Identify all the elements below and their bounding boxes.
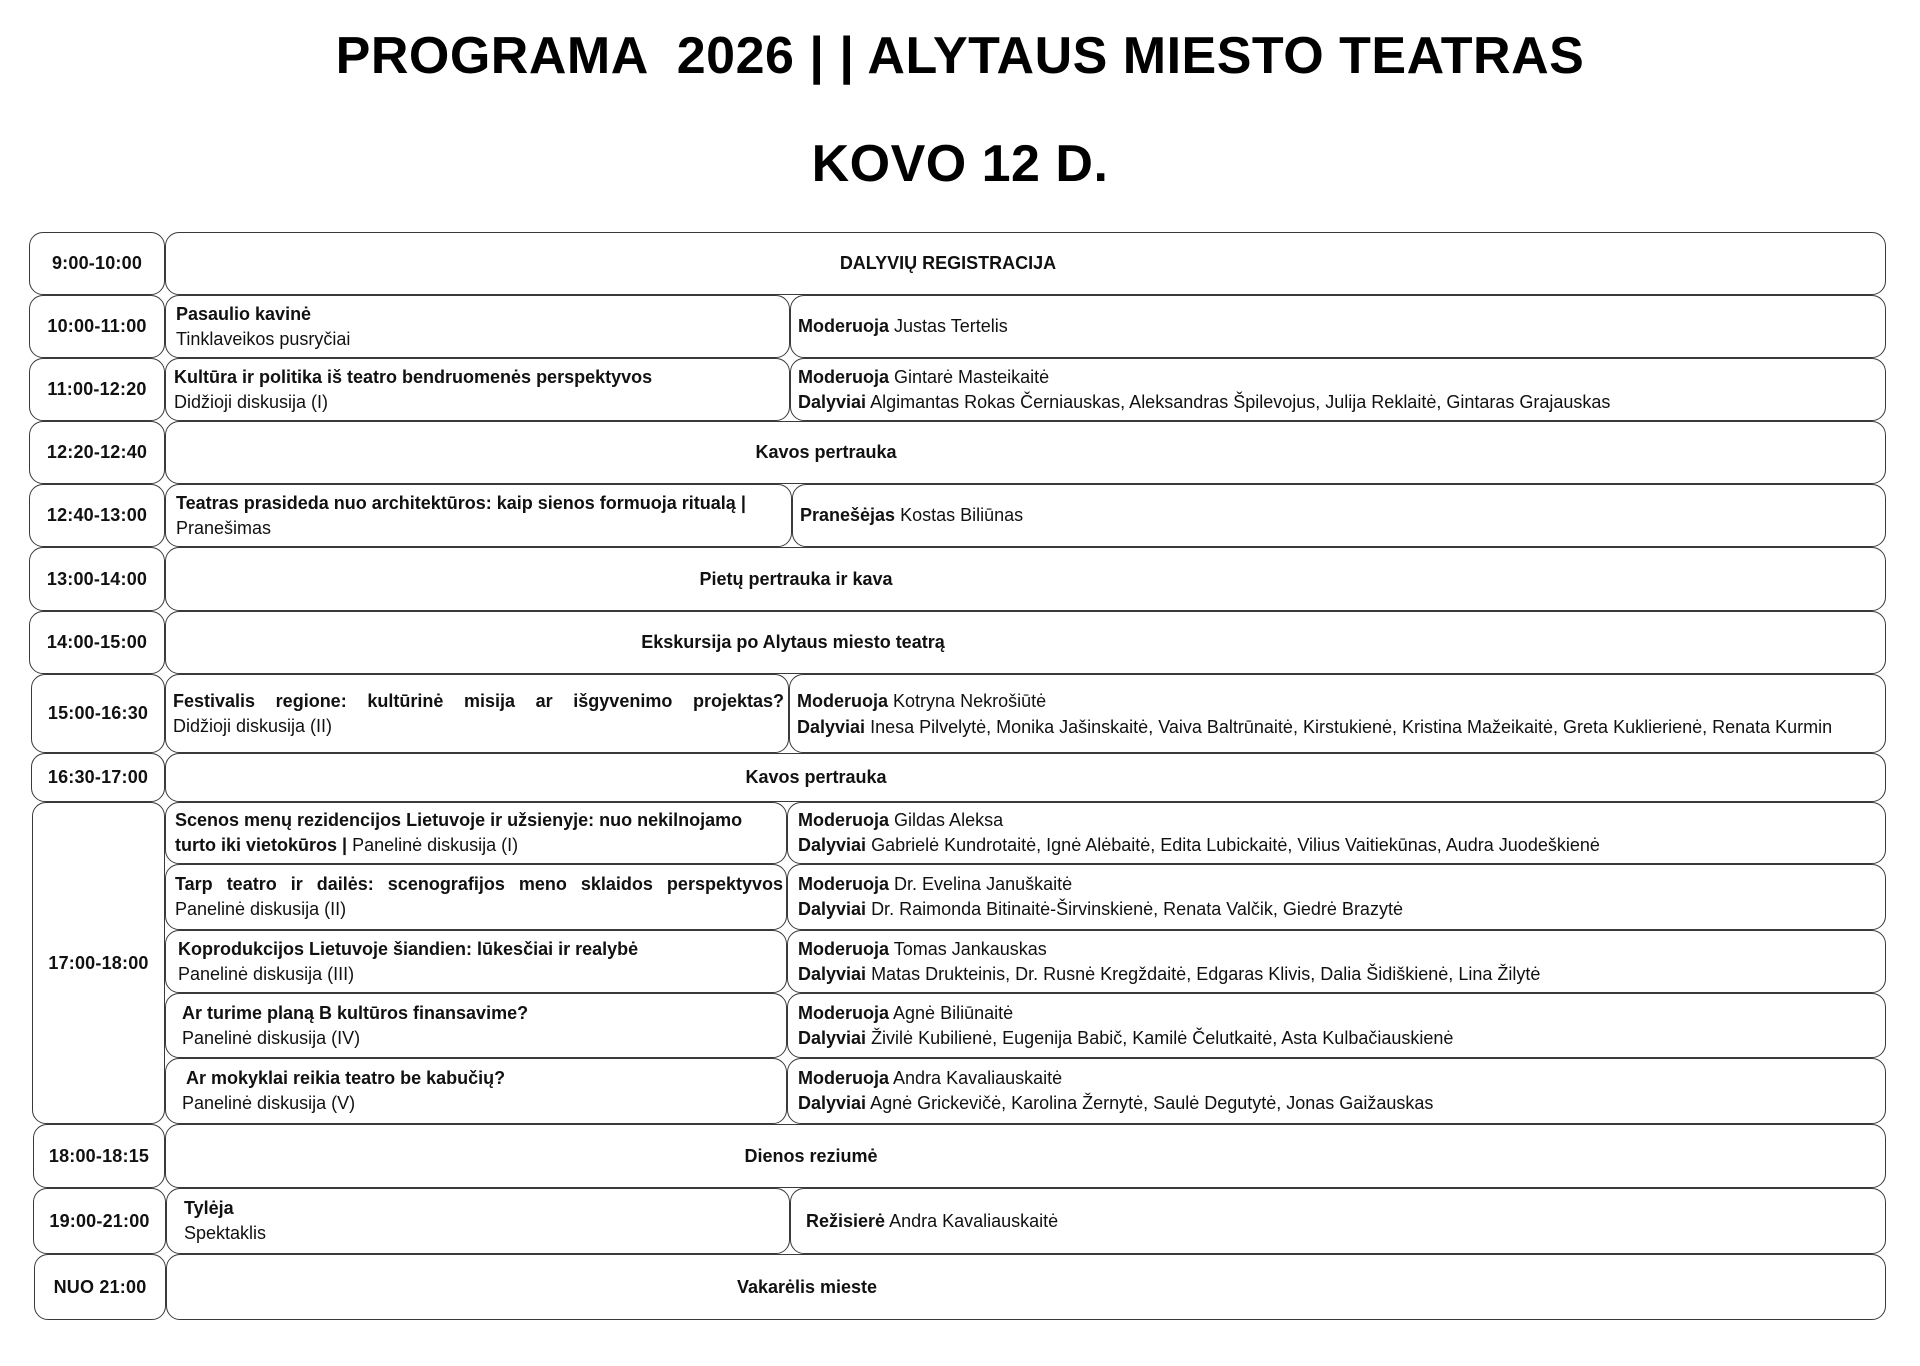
moderator-name: Justas Tertelis [889,316,1008,336]
moderator-label: Moderuoja [798,810,890,830]
session-people [787,864,1886,930]
participants-label: Dalyviai [798,1027,867,1048]
moderator-label: Moderuoja [798,938,890,959]
schedule-row-summary [165,1124,1886,1188]
time-cell: 14:00-15:00 [29,611,165,674]
session-people [787,802,1886,864]
program-title: PROGRAMA 2026 | | ALYTAUS MIESTO TEATRAS [335,27,1585,85]
moderator-label: Moderuoja [798,366,890,387]
session-people [787,1058,1886,1124]
director-name: Andra Kavaliauskaitė [889,1210,1059,1231]
session-subtitle: Panelinė diskusija (IV) [182,1027,361,1048]
moderator-name: Kotryna Nekrošiūtė [893,690,1047,711]
session-title: Ar turime planą B kultūros finansavime? [182,1002,529,1023]
session-topic [165,295,790,358]
time-cell: 19:00-21:00 [33,1188,166,1254]
participants-label: Dalyviai [798,835,867,855]
moderator-label: Moderuoja [798,1068,890,1088]
session-people [790,295,1886,358]
performance-subtitle: Spektaklis [184,1223,267,1243]
session-people [789,674,1886,753]
moderator-label: Moderuoja [798,316,890,336]
moderator-name: Andra Kavaliauskaitė [893,1068,1063,1088]
director-label: Režisierė [806,1210,886,1231]
session-subtitle: Didžioji diskusija (I) [174,391,329,412]
time-cell: NUO 21:00 [34,1254,166,1320]
event-label: Kavos pertrauka [755,442,897,462]
moderator-name: Agnė Biliūnaitė [893,1002,1014,1023]
session-title: Koprodukcijos Lietuvoje šiandien: lūkesčiai ir realybė [178,938,639,959]
time-cell: 12:20-12:40 [29,421,165,484]
session-subtitle: Panelinė diskusija (I) [352,835,519,855]
moderator-label: Moderuoja [797,690,889,711]
participants-names: Matas Drukteinis, Dr. Rusnė Kregždaitė, Edgaras Klivis, Dalia Šidiškienė, Lina Žilytė [871,963,1541,984]
session-people [792,484,1886,547]
session-people [790,1188,1886,1254]
schedule-row-party [166,1254,1886,1320]
session-topic [166,1188,790,1254]
event-label: Kavos pertrauka [745,767,887,787]
participants-names: Gabrielė Kundrotaitė, Ignė Alėbaitė, Edita Lubickaitė, Vilius Vaitiekūnas, Audra Juodeškienė [871,835,1600,855]
participants-label: Dalyviai [798,963,867,984]
time-cell: 13:00-14:00 [29,547,165,611]
time-cell: 16:30-17:00 [31,753,165,802]
time-cell: 11:00-12:20 [29,358,165,421]
event-label: Ekskursija po Alytaus miesto teatrą [641,632,945,652]
session-subtitle: Panelinė diskusija (V) [182,1093,356,1113]
session-title: Pasaulio kavinė [176,303,312,324]
moderator-name: Gintarė Masteikaitė [894,366,1050,387]
session-topic [165,802,787,864]
time-cell: 17:00-18:00 [32,802,165,1124]
performance-title: Tylėja [184,1198,234,1218]
moderator-name: Gildas Aleksa [894,810,1004,830]
session-people [787,993,1886,1058]
program-date: KOVO 12 D. [811,135,1109,193]
participants-label: Dalyviai [798,391,867,412]
session-title: Teatras prasideda nuo architektūros: kaip sienos formuoja ritualą | [176,492,746,513]
session-title: Ar mokyklai reikia teatro be kabučių? [186,1068,506,1088]
session-topic [165,993,787,1058]
session-topic [165,930,787,993]
session-subtitle: Tinklaveikos pusryčiai [176,328,351,349]
time-cell: 12:40-13:00 [29,484,165,547]
session-topic [165,864,787,930]
session-subtitle: Panelinė diskusija (II) [175,899,347,919]
event-label: Pietų pertrauka ir kava [699,568,893,589]
session-title: Tarp teatro ir dailės: scenografijos meno sklaidos perspektyvos [175,874,783,894]
participants-names: Algimantas Rokas Černiauskas, Aleksandras Špilevojus, Julija Reklaitė, Gintaras Grajauskas [870,391,1611,412]
schedule-row-registration [165,232,1886,295]
participants-names: Živilė Kubilienė, Eugenija Babič, Kamilė Čelutkaitė, Asta Kulbačiauskienė [871,1027,1454,1048]
session-subtitle: Didžioji diskusija (II) [173,715,333,736]
speaker-name: Kostas Biliūnas [900,505,1024,525]
session-subtitle: Panelinė diskusija (III) [178,963,355,984]
session-people [790,358,1886,421]
moderator-label: Moderuoja [798,1002,890,1023]
session-topic [165,484,792,547]
participants-names: Inesa Pilvelytė, Monika Jašinskaitė, Vaiva Baltrūnaitė, Kirstukienė, Kristina Mažeikaitė, Greta Kuklierienė, Renata Kurmin [870,716,1833,737]
session-title: Scenos menų rezidencijos Lietuvoje ir užsienyje: nuo nekilnojamo turto iki vietokūros | [175,810,743,855]
event-label: Dienos reziumė [744,1145,878,1166]
participants-label: Dalyviai [797,716,866,737]
moderator-label: Moderuoja [798,874,890,894]
session-subtitle: Pranešimas [176,517,272,538]
moderator-name: Dr. Evelina Januškaitė [894,874,1073,894]
moderator-name: Tomas Jankauskas [893,938,1047,959]
time-cell: 15:00-16:30 [31,674,165,753]
session-title: Kultūra ir politika iš teatro bendruomenės perspektyvos [174,366,653,387]
participants-label: Dalyviai [798,899,867,919]
schedule-row-excursion [165,611,1886,674]
session-title: Festivalis regione: kultūrinė misija ar išgyvenimo projektas? [173,690,784,711]
session-topic [165,674,789,753]
participants-names: Dr. Raimonda Bitinaitė-Širvinskienė, Renata Valčik, Giedrė Brazytė [871,899,1403,919]
schedule-row-lunch [165,547,1886,611]
time-cell: 18:00-18:15 [33,1124,165,1188]
event-label: Vakarėlis mieste [736,1276,878,1297]
event-label: DALYVIŲ REGISTRACIJA [839,253,1057,273]
participants-names: Agnė Grickevičė, Karolina Žernytė, Saulė Degutytė, Jonas Gaižauskas [870,1093,1434,1113]
speaker-label: Pranešėjas [800,505,896,525]
session-people [787,930,1886,993]
participants-label: Dalyviai [798,1093,867,1113]
schedule-row-break [165,753,1886,802]
schedule-row-break [165,421,1886,484]
time-cell: 10:00-11:00 [29,295,165,358]
session-topic [165,358,790,421]
session-topic [165,1058,787,1124]
time-cell: 9:00-10:00 [29,232,165,295]
